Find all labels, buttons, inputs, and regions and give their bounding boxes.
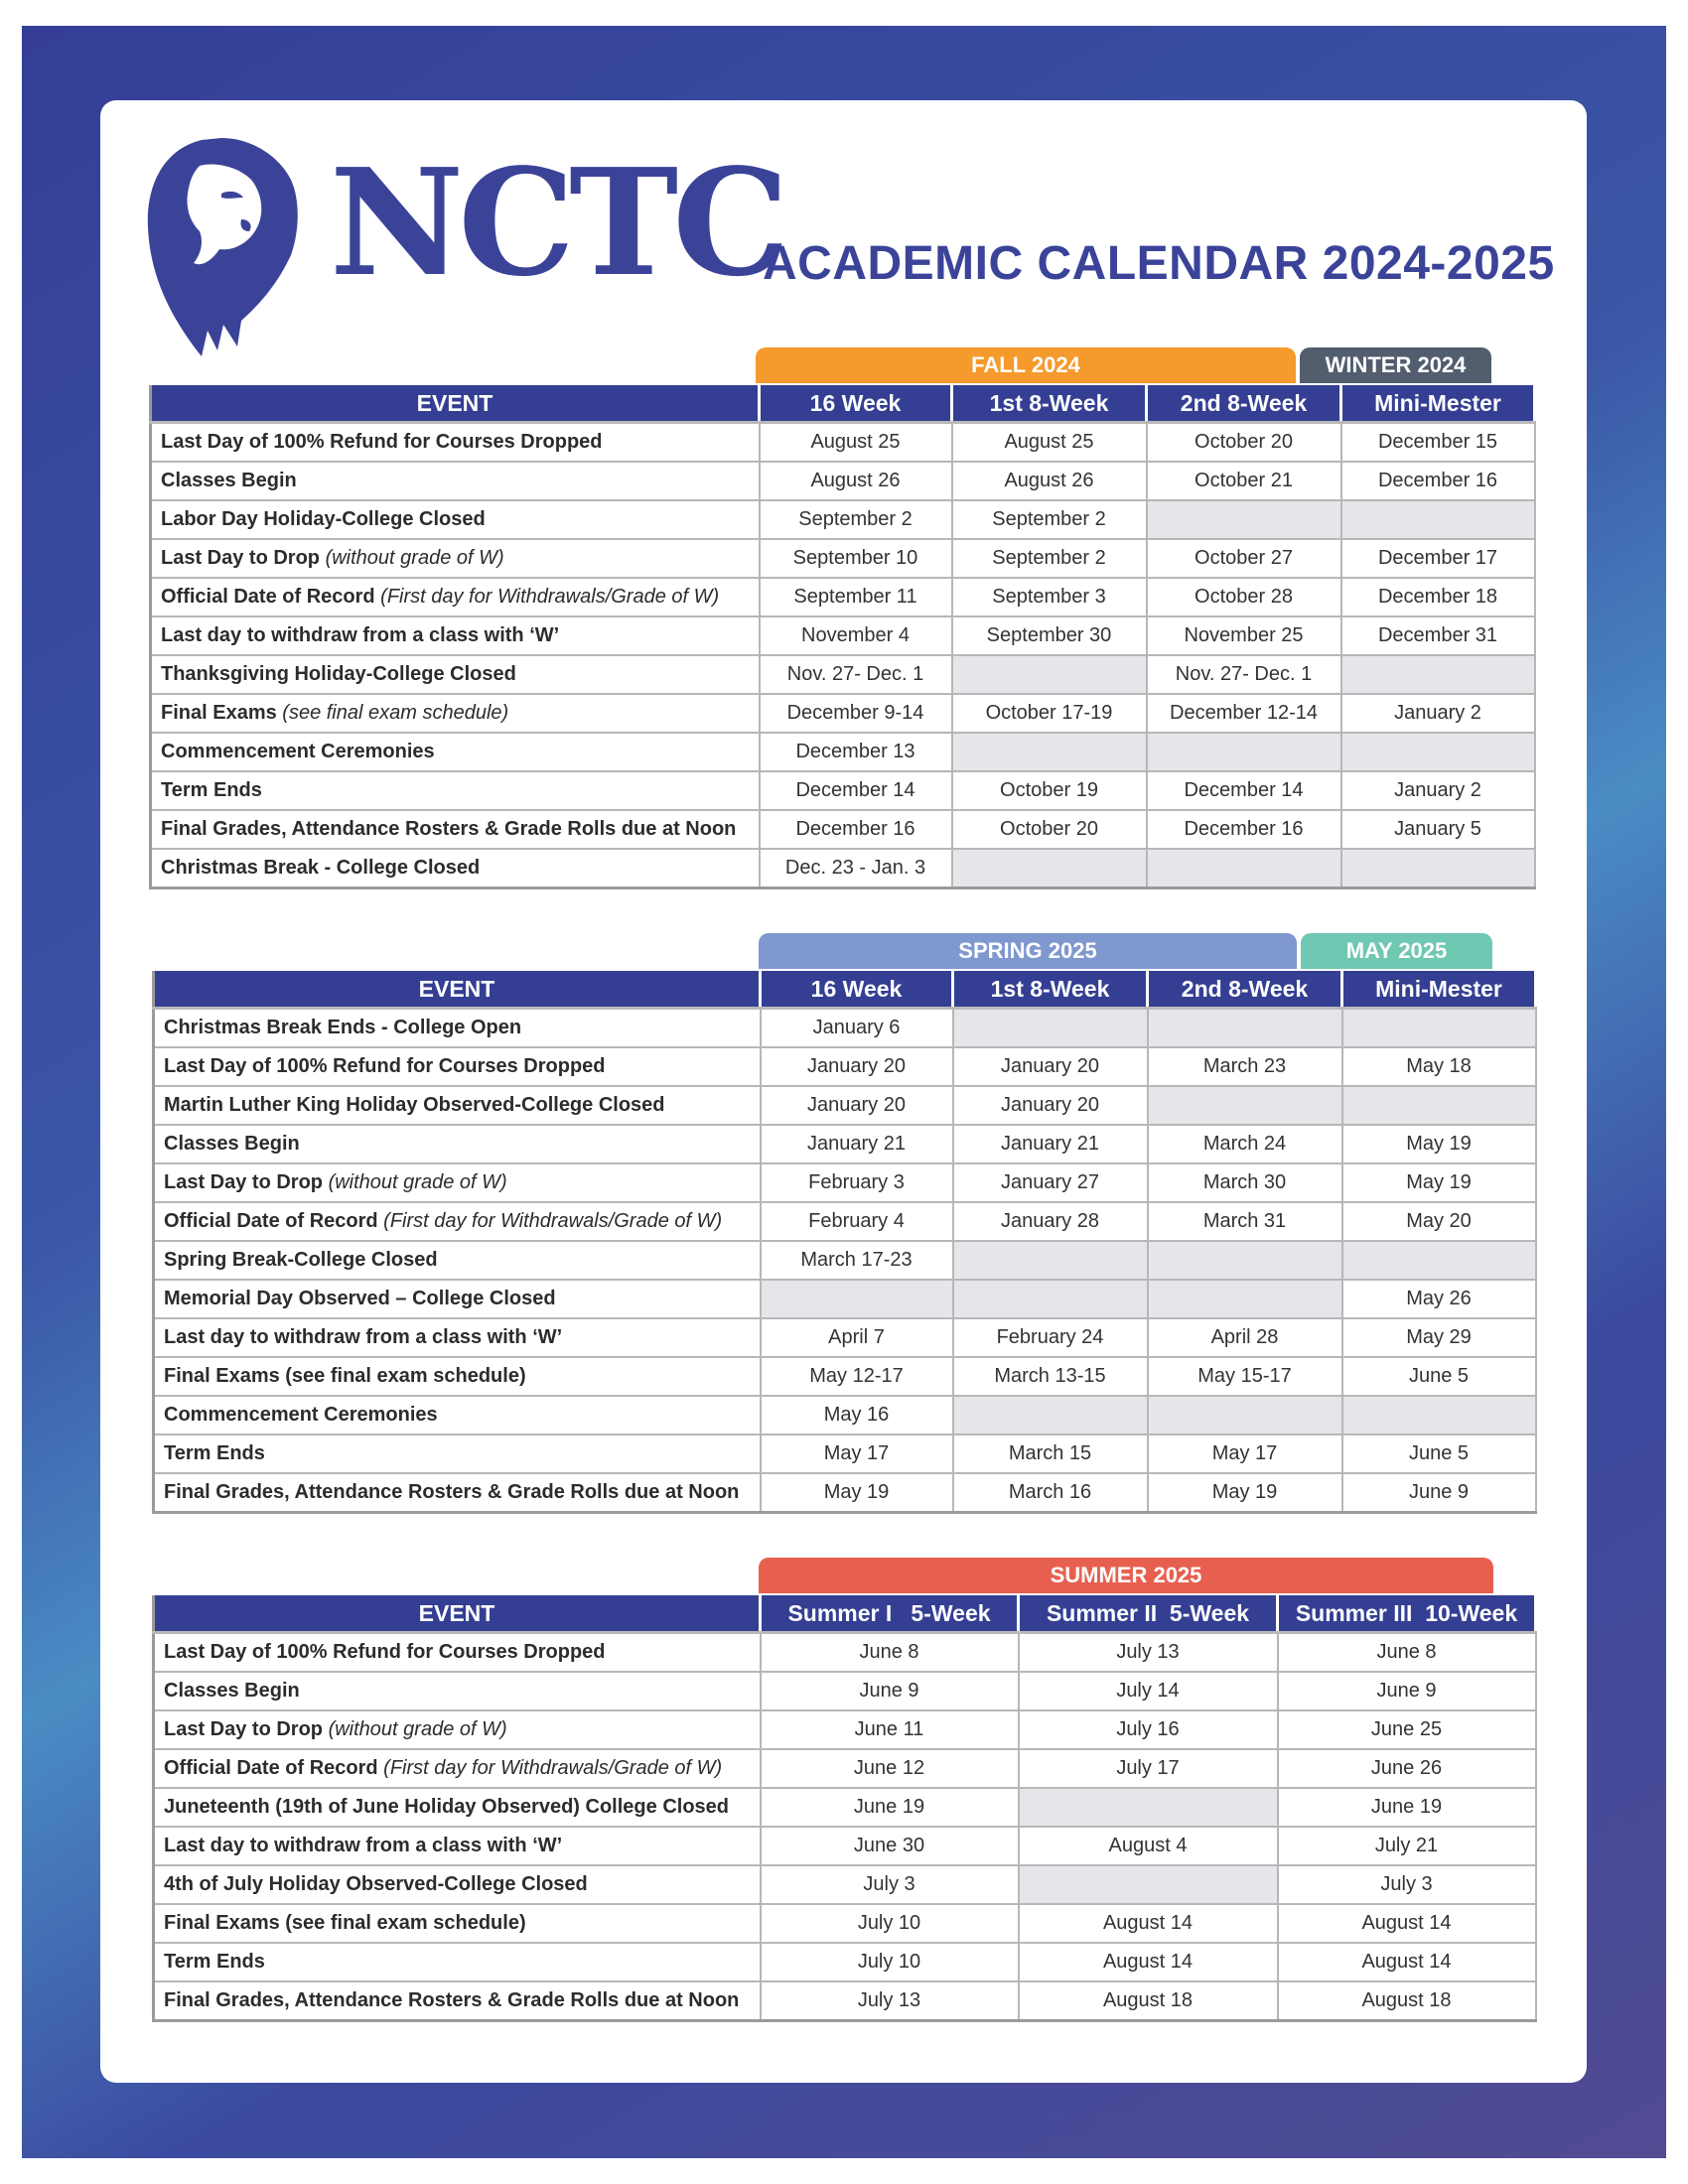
event-label: Term Ends <box>161 779 262 801</box>
date-cell: June 19 <box>761 1788 1019 1827</box>
table-row <box>154 1672 1536 1710</box>
event-cell <box>151 810 760 849</box>
table-row <box>154 1633 1536 1673</box>
empty-cell <box>1342 1396 1536 1434</box>
summer-body <box>154 1633 1536 2021</box>
event-label: Term Ends <box>164 1442 265 1464</box>
event-cell <box>151 694 760 733</box>
date-cell: July 13 <box>761 1981 1019 2021</box>
date-cell: March 13-15 <box>953 1357 1148 1396</box>
event-cell <box>154 1357 761 1396</box>
date-cell: July 3 <box>761 1865 1019 1904</box>
table-row <box>151 578 1535 616</box>
date-cell: January 20 <box>761 1047 953 1086</box>
event-label: Last day to withdraw from a class with ‘W’ <box>161 624 560 646</box>
date-cell: May 19 <box>1148 1473 1342 1513</box>
event-label: Christmas Break - College Closed <box>161 857 481 879</box>
empty-cell <box>1341 500 1535 539</box>
date-cell: December 16 <box>1341 462 1535 500</box>
event-label: Official Date of Record <box>164 1210 384 1232</box>
empty-cell <box>761 1280 953 1318</box>
date-cell: May 19 <box>1342 1125 1536 1163</box>
header-1st-8-week: 1st 8-Week <box>953 971 1148 1009</box>
header-1st-8-week: 1st 8-Week <box>952 385 1147 423</box>
event-cell <box>154 1827 761 1865</box>
event-label: Last day to withdraw from a class with ‘W’ <box>164 1835 563 1856</box>
date-cell: January 21 <box>761 1125 953 1163</box>
summer-header-row <box>154 1595 1536 1633</box>
fall-body <box>151 423 1535 888</box>
date-cell: February 24 <box>953 1318 1148 1357</box>
date-cell: December 18 <box>1341 578 1535 616</box>
date-cell: December 16 <box>1147 810 1341 849</box>
empty-cell <box>1147 500 1341 539</box>
event-label: Thanksgiving Holiday-College Closed <box>161 663 516 685</box>
table-row <box>151 810 1535 849</box>
date-cell: June 8 <box>1278 1633 1536 1673</box>
header-event: EVENT <box>151 385 760 423</box>
event-label: Last Day of 100% Refund for Courses Dropped <box>164 1641 606 1663</box>
empty-cell <box>1147 849 1341 888</box>
table-row <box>154 1981 1536 2021</box>
event-label: Final Grades, Attendance Rosters & Grade Rolls due at Noon <box>161 818 737 840</box>
date-cell: September 10 <box>760 539 952 578</box>
event-label: Final Grades, Attendance Rosters & Grade Rolls due at Noon <box>164 1481 740 1503</box>
event-cell <box>154 1788 761 1827</box>
spring-table <box>152 971 1537 1514</box>
event-cell <box>154 1633 761 1673</box>
date-cell: May 17 <box>761 1434 953 1473</box>
event-cell <box>154 1904 761 1943</box>
winter-2024-label: WINTER 2024 <box>1300 347 1491 383</box>
header-summer-1: Summer I 5-Week <box>761 1595 1019 1633</box>
date-cell: July 10 <box>761 1943 1019 1981</box>
date-cell: June 19 <box>1278 1788 1536 1827</box>
event-label: Christmas Break Ends - College Open <box>164 1017 522 1038</box>
table-row <box>154 1009 1536 1048</box>
date-cell: May 29 <box>1342 1318 1536 1357</box>
date-cell: February 4 <box>761 1202 953 1241</box>
empty-cell <box>1019 1788 1278 1827</box>
date-cell: September 2 <box>952 539 1147 578</box>
event-note: (without grade of W) <box>328 1718 507 1740</box>
date-cell: June 5 <box>1342 1357 1536 1396</box>
event-label: Martin Luther King Holiday Observed-College Closed <box>164 1094 665 1116</box>
event-cell <box>154 1009 761 1048</box>
table-row <box>154 1241 1536 1280</box>
event-label: Official Date of Record <box>161 586 381 608</box>
date-cell: May 19 <box>761 1473 953 1513</box>
date-cell: September 3 <box>952 578 1147 616</box>
table-row <box>154 1473 1536 1513</box>
table-row <box>154 1086 1536 1125</box>
date-cell: September 30 <box>952 616 1147 655</box>
date-cell: July 14 <box>1019 1672 1278 1710</box>
event-label: Classes Begin <box>164 1680 300 1702</box>
date-cell: October 20 <box>952 810 1147 849</box>
table-row <box>151 616 1535 655</box>
empty-cell <box>1148 1009 1342 1048</box>
date-cell: August 18 <box>1019 1981 1278 2021</box>
date-cell: January 20 <box>953 1047 1148 1086</box>
date-cell: August 14 <box>1278 1904 1536 1943</box>
event-cell <box>151 616 760 655</box>
date-cell: November 4 <box>760 616 952 655</box>
event-label: Classes Begin <box>161 470 297 491</box>
date-cell: September 2 <box>760 500 952 539</box>
event-label: Juneteenth (19th of June Holiday Observed) College Closed <box>164 1796 729 1818</box>
date-cell: July 17 <box>1019 1749 1278 1788</box>
date-cell: June 25 <box>1278 1710 1536 1749</box>
fall-section <box>149 347 1539 903</box>
event-cell <box>154 1241 761 1280</box>
date-cell: January 20 <box>953 1086 1148 1125</box>
empty-cell <box>1148 1086 1342 1125</box>
header-event: EVENT <box>154 971 761 1009</box>
event-label: Final Grades, Attendance Rosters & Grade Rolls due at Noon <box>164 1989 740 2011</box>
empty-cell <box>1019 1865 1278 1904</box>
event-note: (First day for Withdrawals/Grade of W) <box>383 1757 723 1779</box>
event-cell <box>151 733 760 771</box>
header-summer-3: Summer III 10-Week <box>1278 1595 1536 1633</box>
date-cell: March 30 <box>1148 1163 1342 1202</box>
event-label: Last Day to Drop <box>161 547 326 569</box>
header-mini-mester: Mini-Mester <box>1342 971 1536 1009</box>
empty-cell <box>953 1280 1148 1318</box>
event-label: Official Date of Record <box>164 1757 384 1779</box>
date-cell: January 5 <box>1341 810 1535 849</box>
empty-cell <box>952 655 1147 694</box>
table-row <box>151 771 1535 810</box>
date-cell: February 3 <box>761 1163 953 1202</box>
date-cell: January 2 <box>1341 694 1535 733</box>
header-summer-2: Summer II 5-Week <box>1019 1595 1278 1633</box>
date-cell: January 28 <box>953 1202 1148 1241</box>
empty-cell <box>953 1241 1148 1280</box>
empty-cell <box>1148 1396 1342 1434</box>
date-cell: March 23 <box>1148 1047 1342 1086</box>
event-note: (without grade of W) <box>328 1171 507 1193</box>
table-row <box>151 423 1535 463</box>
event-cell <box>151 655 760 694</box>
empty-cell <box>1148 1241 1342 1280</box>
table-row <box>154 1047 1536 1086</box>
empty-cell <box>1147 733 1341 771</box>
date-cell: May 18 <box>1342 1047 1536 1086</box>
empty-cell <box>1341 655 1535 694</box>
empty-cell <box>1342 1241 1536 1280</box>
table-row <box>154 1943 1536 1981</box>
date-cell: October 17-19 <box>952 694 1147 733</box>
date-cell: May 12-17 <box>761 1357 953 1396</box>
header-mini-mester: Mini-Mester <box>1341 385 1535 423</box>
date-cell: July 21 <box>1278 1827 1536 1865</box>
event-note: (see final exam schedule) <box>282 702 509 724</box>
date-cell: March 17-23 <box>761 1241 953 1280</box>
date-cell: August 25 <box>760 423 952 463</box>
fall-table <box>149 385 1536 889</box>
table-row <box>154 1788 1536 1827</box>
table-row <box>151 539 1535 578</box>
event-cell <box>154 1434 761 1473</box>
event-note: (First day for Withdrawals/Grade of W) <box>380 586 720 608</box>
table-row <box>151 733 1535 771</box>
event-cell <box>151 462 760 500</box>
event-label: Term Ends <box>164 1951 265 1973</box>
date-cell: December 14 <box>1147 771 1341 810</box>
date-cell: September 2 <box>952 500 1147 539</box>
event-cell <box>154 1280 761 1318</box>
event-label: 4th of July Holiday Observed-College Closed <box>164 1873 588 1895</box>
summer-table <box>152 1595 1537 2022</box>
table-row <box>154 1163 1536 1202</box>
date-cell: October 20 <box>1147 423 1341 463</box>
empty-cell <box>1342 1009 1536 1048</box>
date-cell: December 16 <box>760 810 952 849</box>
date-cell: June 11 <box>761 1710 1019 1749</box>
event-label: Final Exams <box>161 702 283 724</box>
table-row <box>151 655 1535 694</box>
page-title: ACADEMIC CALENDAR 2024-2025 <box>763 237 1555 290</box>
date-cell: December 9-14 <box>760 694 952 733</box>
empty-cell <box>1342 1086 1536 1125</box>
event-cell <box>151 500 760 539</box>
date-cell: June 30 <box>761 1827 1019 1865</box>
date-cell: June 9 <box>1342 1473 1536 1513</box>
date-cell: April 7 <box>761 1318 953 1357</box>
date-cell: September 11 <box>760 578 952 616</box>
summer-section <box>149 1558 1539 2054</box>
table-row <box>154 1318 1536 1357</box>
date-cell: March 15 <box>953 1434 1148 1473</box>
table-row <box>154 1357 1536 1396</box>
event-cell <box>154 1473 761 1513</box>
event-cell <box>151 771 760 810</box>
date-cell: March 31 <box>1148 1202 1342 1241</box>
date-cell: December 17 <box>1341 539 1535 578</box>
date-cell: October 21 <box>1147 462 1341 500</box>
empty-cell <box>953 1396 1148 1434</box>
event-note: (without grade of W) <box>325 547 504 569</box>
date-cell: December 14 <box>760 771 952 810</box>
event-cell <box>151 423 760 463</box>
date-cell: August 14 <box>1278 1943 1536 1981</box>
date-cell: March 24 <box>1148 1125 1342 1163</box>
event-note: (First day for Withdrawals/Grade of W) <box>383 1210 723 1232</box>
empty-cell <box>1341 733 1535 771</box>
table-row <box>154 1396 1536 1434</box>
event-cell <box>154 1125 761 1163</box>
date-cell: Nov. 27- Dec. 1 <box>760 655 952 694</box>
empty-cell <box>953 1009 1148 1048</box>
event-label: Classes Begin <box>164 1133 300 1155</box>
date-cell: October 19 <box>952 771 1147 810</box>
event-label: Commencement Ceremonies <box>161 741 435 762</box>
date-cell: January 20 <box>761 1086 953 1125</box>
date-cell: January 6 <box>761 1009 953 1048</box>
event-cell <box>151 849 760 888</box>
event-label: Commencement Ceremonies <box>164 1404 438 1426</box>
brand-name: NCTC <box>330 136 783 309</box>
header-16-week: 16 Week <box>760 385 952 423</box>
date-cell: May 26 <box>1342 1280 1536 1318</box>
event-cell <box>154 1202 761 1241</box>
table-row <box>154 1202 1536 1241</box>
spring-section <box>149 933 1539 1539</box>
event-cell <box>154 1396 761 1434</box>
may-2025-label: MAY 2025 <box>1301 933 1492 969</box>
date-cell: December 15 <box>1341 423 1535 463</box>
date-cell: June 9 <box>1278 1672 1536 1710</box>
date-cell: October 28 <box>1147 578 1341 616</box>
empty-cell <box>952 733 1147 771</box>
date-cell: October 27 <box>1147 539 1341 578</box>
date-cell: Nov. 27- Dec. 1 <box>1147 655 1341 694</box>
event-label: Last Day to Drop <box>164 1718 329 1740</box>
spring-2025-label: SPRING 2025 <box>759 933 1297 969</box>
event-cell <box>154 1865 761 1904</box>
event-label: Spring Break-College Closed <box>164 1249 438 1271</box>
date-cell: December 12-14 <box>1147 694 1341 733</box>
empty-cell <box>1148 1280 1342 1318</box>
empty-cell <box>1341 849 1535 888</box>
date-cell: June 26 <box>1278 1749 1536 1788</box>
header-16-week: 16 Week <box>761 971 953 1009</box>
empty-cell <box>952 849 1147 888</box>
event-label: Last Day of 100% Refund for Courses Dropped <box>164 1055 606 1077</box>
date-cell: April 28 <box>1148 1318 1342 1357</box>
event-cell <box>151 539 760 578</box>
date-cell: June 12 <box>761 1749 1019 1788</box>
table-row <box>154 1434 1536 1473</box>
date-cell: August 18 <box>1278 1981 1536 2021</box>
event-cell <box>154 1318 761 1357</box>
event-cell <box>154 1163 761 1202</box>
date-cell: January 21 <box>953 1125 1148 1163</box>
table-row <box>154 1865 1536 1904</box>
date-cell: January 27 <box>953 1163 1148 1202</box>
date-cell: July 13 <box>1019 1633 1278 1673</box>
date-cell: August 14 <box>1019 1904 1278 1943</box>
date-cell: August 4 <box>1019 1827 1278 1865</box>
date-cell: December 13 <box>760 733 952 771</box>
event-label: Final Exams (see final exam schedule) <box>164 1912 526 1934</box>
event-cell <box>154 1943 761 1981</box>
table-row <box>154 1749 1536 1788</box>
event-label: Last day to withdraw from a class with ‘W’ <box>164 1326 563 1348</box>
table-row <box>151 500 1535 539</box>
date-cell: June 8 <box>761 1633 1019 1673</box>
header-event: EVENT <box>154 1595 761 1633</box>
event-label: Final Exams (see final exam schedule) <box>164 1365 526 1387</box>
table-row <box>154 1125 1536 1163</box>
date-cell: August 26 <box>952 462 1147 500</box>
event-label: Last Day of 100% Refund for Courses Dropped <box>161 431 603 453</box>
date-cell: June 5 <box>1342 1434 1536 1473</box>
event-label: Memorial Day Observed – College Closed <box>164 1288 556 1309</box>
summer-2025-label: SUMMER 2025 <box>759 1558 1493 1593</box>
date-cell: August 26 <box>760 462 952 500</box>
event-label: Labor Day Holiday-College Closed <box>161 508 486 530</box>
date-cell: November 25 <box>1147 616 1341 655</box>
date-cell: March 16 <box>953 1473 1148 1513</box>
event-cell <box>154 1749 761 1788</box>
date-cell: August 14 <box>1019 1943 1278 1981</box>
spring-body <box>154 1009 1536 1513</box>
fall-2024-label: FALL 2024 <box>756 347 1296 383</box>
date-cell: Dec. 23 - Jan. 3 <box>760 849 952 888</box>
table-row <box>151 462 1535 500</box>
spring-header-row <box>154 971 1536 1009</box>
date-cell: May 17 <box>1148 1434 1342 1473</box>
event-cell <box>154 1710 761 1749</box>
date-cell: July 16 <box>1019 1710 1278 1749</box>
date-cell: December 31 <box>1341 616 1535 655</box>
event-label: Last Day to Drop <box>164 1171 329 1193</box>
date-cell: July 10 <box>761 1904 1019 1943</box>
table-row <box>151 849 1535 888</box>
date-cell: January 2 <box>1341 771 1535 810</box>
event-cell <box>154 1981 761 2021</box>
date-cell: August 25 <box>952 423 1147 463</box>
date-cell: May 19 <box>1342 1163 1536 1202</box>
date-cell: May 20 <box>1342 1202 1536 1241</box>
event-cell <box>154 1086 761 1125</box>
event-cell <box>154 1672 761 1710</box>
event-cell <box>154 1047 761 1086</box>
event-cell <box>151 578 760 616</box>
date-cell: June 9 <box>761 1672 1019 1710</box>
table-row <box>154 1827 1536 1865</box>
date-cell: May 15-17 <box>1148 1357 1342 1396</box>
header-2nd-8-week: 2nd 8-Week <box>1147 385 1341 423</box>
table-row <box>151 694 1535 733</box>
header-2nd-8-week: 2nd 8-Week <box>1148 971 1342 1009</box>
fall-header-row <box>151 385 1535 423</box>
table-row <box>154 1280 1536 1318</box>
date-cell: May 16 <box>761 1396 953 1434</box>
table-row <box>154 1904 1536 1943</box>
table-row <box>154 1710 1536 1749</box>
date-cell: July 3 <box>1278 1865 1536 1904</box>
